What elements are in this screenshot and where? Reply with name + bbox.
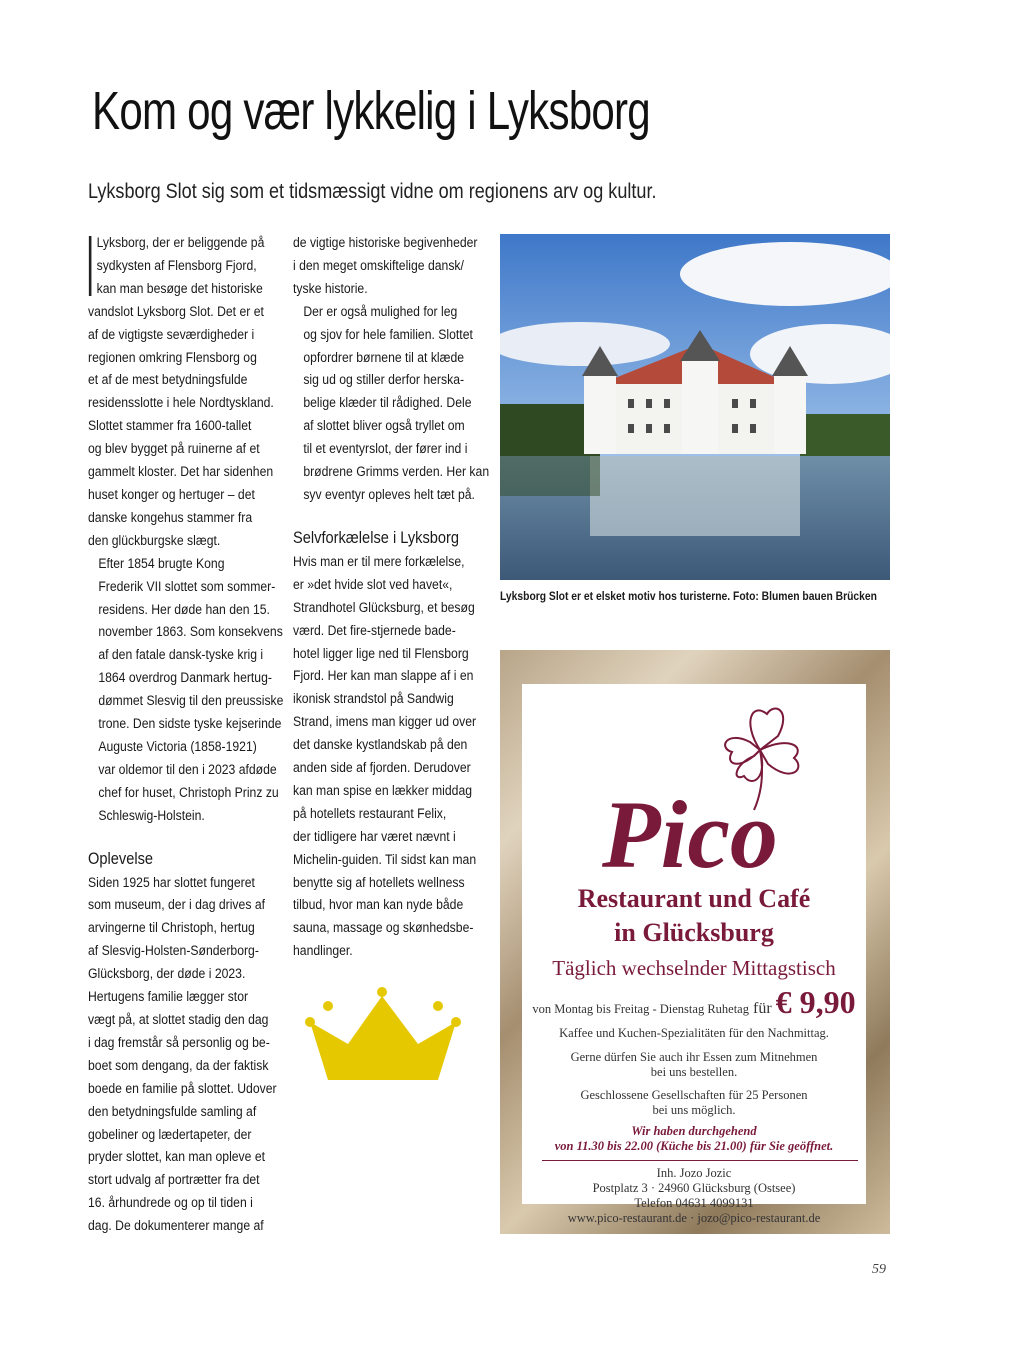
crown-icon — [300, 982, 466, 1082]
continued-line: i den meget omskiftelige dansk/ — [293, 257, 464, 274]
family-line: sig ud og stiller derfor herska- — [303, 372, 465, 389]
hotel-line: anden side af fjorden. Derudover — [293, 760, 471, 777]
continued-line: tyske historie. — [293, 280, 368, 297]
intro-line: af de vigtigste seværdigheder i — [88, 326, 255, 343]
history-line: dømmet Slesvig til den preussiske — [98, 693, 284, 710]
hotel-line: der tidligere har været nævnt i — [293, 828, 456, 845]
experience-line: dag. De dokumenterer mange af — [88, 1218, 264, 1235]
ad-panel — [522, 684, 866, 1225]
dropcap — [89, 236, 92, 296]
experience-line: Glücksborg, der døde i 2023. — [88, 966, 246, 983]
hotel-line: Michelin-guiden. Til sidst kan man — [293, 851, 477, 868]
experience-line: den betydningsfulde samling af — [88, 1103, 257, 1120]
history-line: trone. Den sidste tyske kejserinde — [98, 716, 282, 733]
family-line: syv eventyr opleves helt tæt på. — [303, 486, 475, 503]
experience-line: vægt på, at slottet stadig den dag — [88, 1012, 269, 1028]
family-line: brødrene Grimms verden. Her kan — [303, 464, 490, 481]
family-line: belige klæder til rådighed. Dele — [303, 395, 472, 412]
intro-line: Lyksborg, der er beliggende på — [96, 235, 265, 251]
continued-line: de vigtige historiske begivenheder — [293, 235, 478, 251]
ad-price-prefix: von Montag bis Freitag - Dienstag Ruhetag — [532, 1002, 749, 1016]
experience-line: i dag fremstår så personlig og be- — [88, 1034, 270, 1051]
ad-title-1: Restaurant und Café — [577, 884, 811, 913]
history-line: Efter 1854 brugte Kong — [98, 555, 225, 572]
ad-title-2: in Glücksburg — [614, 918, 774, 947]
ad-hours-1: Wir haben durchgehend — [631, 1124, 757, 1138]
heading-selvforkaelelse: Selvforkælelse i Lyksborg — [293, 527, 460, 547]
experience-line: pryder slottet, kan man opleve et — [88, 1149, 266, 1166]
paragraph-continued — [293, 232, 478, 301]
ad-owner: Inh. Jozo Jozic — [656, 1166, 732, 1180]
intro-line: huset konger og hertuger – det — [88, 486, 255, 503]
hotel-line: Strandhotel Glücksburg, et besøg — [293, 599, 475, 616]
family-line: og sjov for hele familien. Slottet — [303, 326, 473, 343]
experience-line: Siden 1925 har slottet fungeret — [88, 874, 255, 891]
article-column-2 — [293, 232, 490, 963]
article-column-1 — [88, 232, 284, 1238]
hotel-line: på hotellets restaurant Felix, — [293, 805, 447, 822]
ad-line-1: Kaffee und Kuchen-Spezialitäten für den Nachmittag. — [559, 1026, 829, 1040]
hotel-line: tilbud, hvor man kan nyde både — [293, 897, 464, 914]
paragraph-experience — [88, 872, 277, 1239]
hotel-line: det danske kystlandskab på den — [293, 737, 468, 754]
ad-address: Postplatz 3 · 24960 Glücksburg (Ostsee) — [592, 1181, 796, 1195]
hotel-line: sauna, massage og skønhedsbe- — [293, 920, 474, 937]
paragraph-intro — [88, 232, 274, 553]
page-number: 59 — [872, 1262, 886, 1277]
experience-line: Hertugens familie lægger stor — [88, 989, 249, 1006]
heading-oplevelse: Oplevelse — [88, 848, 154, 868]
clover-logo — [592, 692, 832, 892]
paragraph-history — [88, 553, 284, 828]
pico-advertisement — [500, 650, 890, 1234]
intro-line: residensslotte i hele Nordtyskland. — [88, 395, 274, 412]
intro-line: gammelt kloster. Det har sidenhen — [88, 464, 274, 481]
ad-line-2b: bei uns bestellen. — [650, 1065, 738, 1079]
ad-web[interactable]: www.pico-restaurant.de · jozo@pico-restaurant.de — [567, 1211, 821, 1225]
hotel-line: Hvis man er til mere forkælelse, — [293, 553, 465, 570]
history-line: af den fatale dansk-tyske krig i — [98, 647, 264, 664]
family-line: opfordrer børnene til at klæde — [303, 349, 465, 366]
experience-line: stort udvalg af portrætter fra det — [88, 1172, 260, 1189]
ad-price-row — [522, 984, 866, 1021]
ad-hours-2: von 11.30 bis 22.00 (Küche bis 21.00) für Sie geöffnet. — [554, 1139, 834, 1153]
experience-line: gobeliner og lædertapeter, der — [88, 1126, 252, 1143]
family-line: af slottet bliver også tryllet om — [303, 418, 465, 435]
family-line: til et eventyrslot, der fører ind i — [303, 441, 468, 458]
history-line: 1864 overdrog Danmark hertug- — [98, 670, 272, 687]
ad-subtitle: Täglich wechselnder Mittagstisch — [552, 956, 836, 980]
history-line: Auguste Victoria (1858-1921) — [98, 738, 257, 755]
experience-line: som museum, der i dag drives af — [88, 897, 265, 914]
intro-line: og blev bygget på ruinerne af et — [88, 441, 260, 458]
ad-price-fuer: für — [752, 1000, 772, 1017]
intro-line: danske kongehus stammer fra — [88, 509, 253, 526]
page-title: Kom og vær lykkelig i Lyksborg — [92, 81, 650, 141]
experience-line: 16. århundrede og op til tiden i — [88, 1195, 253, 1212]
hotel-line: Strand, imens man kigger ud over — [293, 714, 477, 731]
ad-line-3a: Geschlossene Gesellschaften für 25 Personen — [580, 1088, 808, 1102]
intro-line: sydkysten af Flensborg Fjord, — [96, 257, 257, 274]
hotel-line: hotel ligger lige ned til Flensborg — [293, 645, 469, 662]
ad-phone: Telefon 04631 4099131 — [634, 1196, 754, 1210]
ad-price: € 9,90 — [775, 984, 856, 1020]
ad-line-2a: Gerne dürfen Sie auch ihr Essen zum Mitnehmen — [570, 1050, 818, 1064]
intro-line: vandslot Lyksborg Slot. Det er et — [88, 303, 264, 320]
hotel-line: kan man spise en lækker middag — [293, 782, 473, 799]
experience-line: arvingerne til Christoph, hertug — [88, 920, 255, 937]
history-line: residens. Her døde han den 15. — [98, 601, 270, 618]
hotel-line: Fjord. Her kan man slappe af i en — [293, 668, 474, 685]
history-line: Frederik VII slottet som sommer- — [98, 578, 276, 595]
ad-line-3b: bei uns möglich. — [652, 1103, 736, 1117]
experience-line: af Slesvig-Holsten-Sønderborg- — [88, 943, 259, 960]
page-subtitle: Lyksborg Slot sig som et tidsmæssigt vidne om regionens arv og kultur. — [88, 180, 657, 203]
intro-line: kan man besøge det historiske — [96, 280, 263, 297]
hotel-line: værd. Det fire-stjernede bade- — [293, 622, 456, 639]
paragraph-hotel — [293, 551, 478, 963]
hotel-line: er »det hvide slot ved havet«, — [293, 576, 453, 593]
hotel-line: benytte sig af hotellets wellness — [293, 874, 465, 891]
hotel-line: ikonisk strandstol på Sandwig — [293, 691, 454, 708]
ad-divider — [542, 1160, 858, 1161]
family-line: Der er også mulighed for leg — [303, 303, 458, 320]
ad-logo-text: Pico — [602, 781, 778, 888]
intro-line: den glückburgske slægt. — [88, 532, 221, 549]
castle-photo — [500, 234, 890, 580]
history-line: chef for huset, Christoph Prinz zu — [98, 784, 279, 801]
intro-line: regionen omkring Flensborg og — [88, 349, 257, 366]
experience-line: boet som dengang, da der faktisk — [88, 1057, 269, 1074]
photo-caption: Lyksborg Slot er et elsket motiv hos turisterne. Foto: Blumen bauen Brücken — [500, 589, 877, 603]
history-line: Schleswig-Holstein. — [98, 807, 205, 824]
intro-line: et af de mest betydningsfulde — [88, 372, 248, 389]
history-line: november 1863. Som konsekvens — [98, 624, 283, 641]
hotel-line: handlinger. — [293, 943, 353, 960]
history-line: var oldemor til den i 2023 afdøde — [98, 761, 277, 778]
paragraph-family — [293, 301, 490, 507]
experience-line: boede en familie på slottet. Udover — [88, 1080, 277, 1097]
intro-line: Slottet stammer fra 1600-tallet — [88, 418, 252, 435]
